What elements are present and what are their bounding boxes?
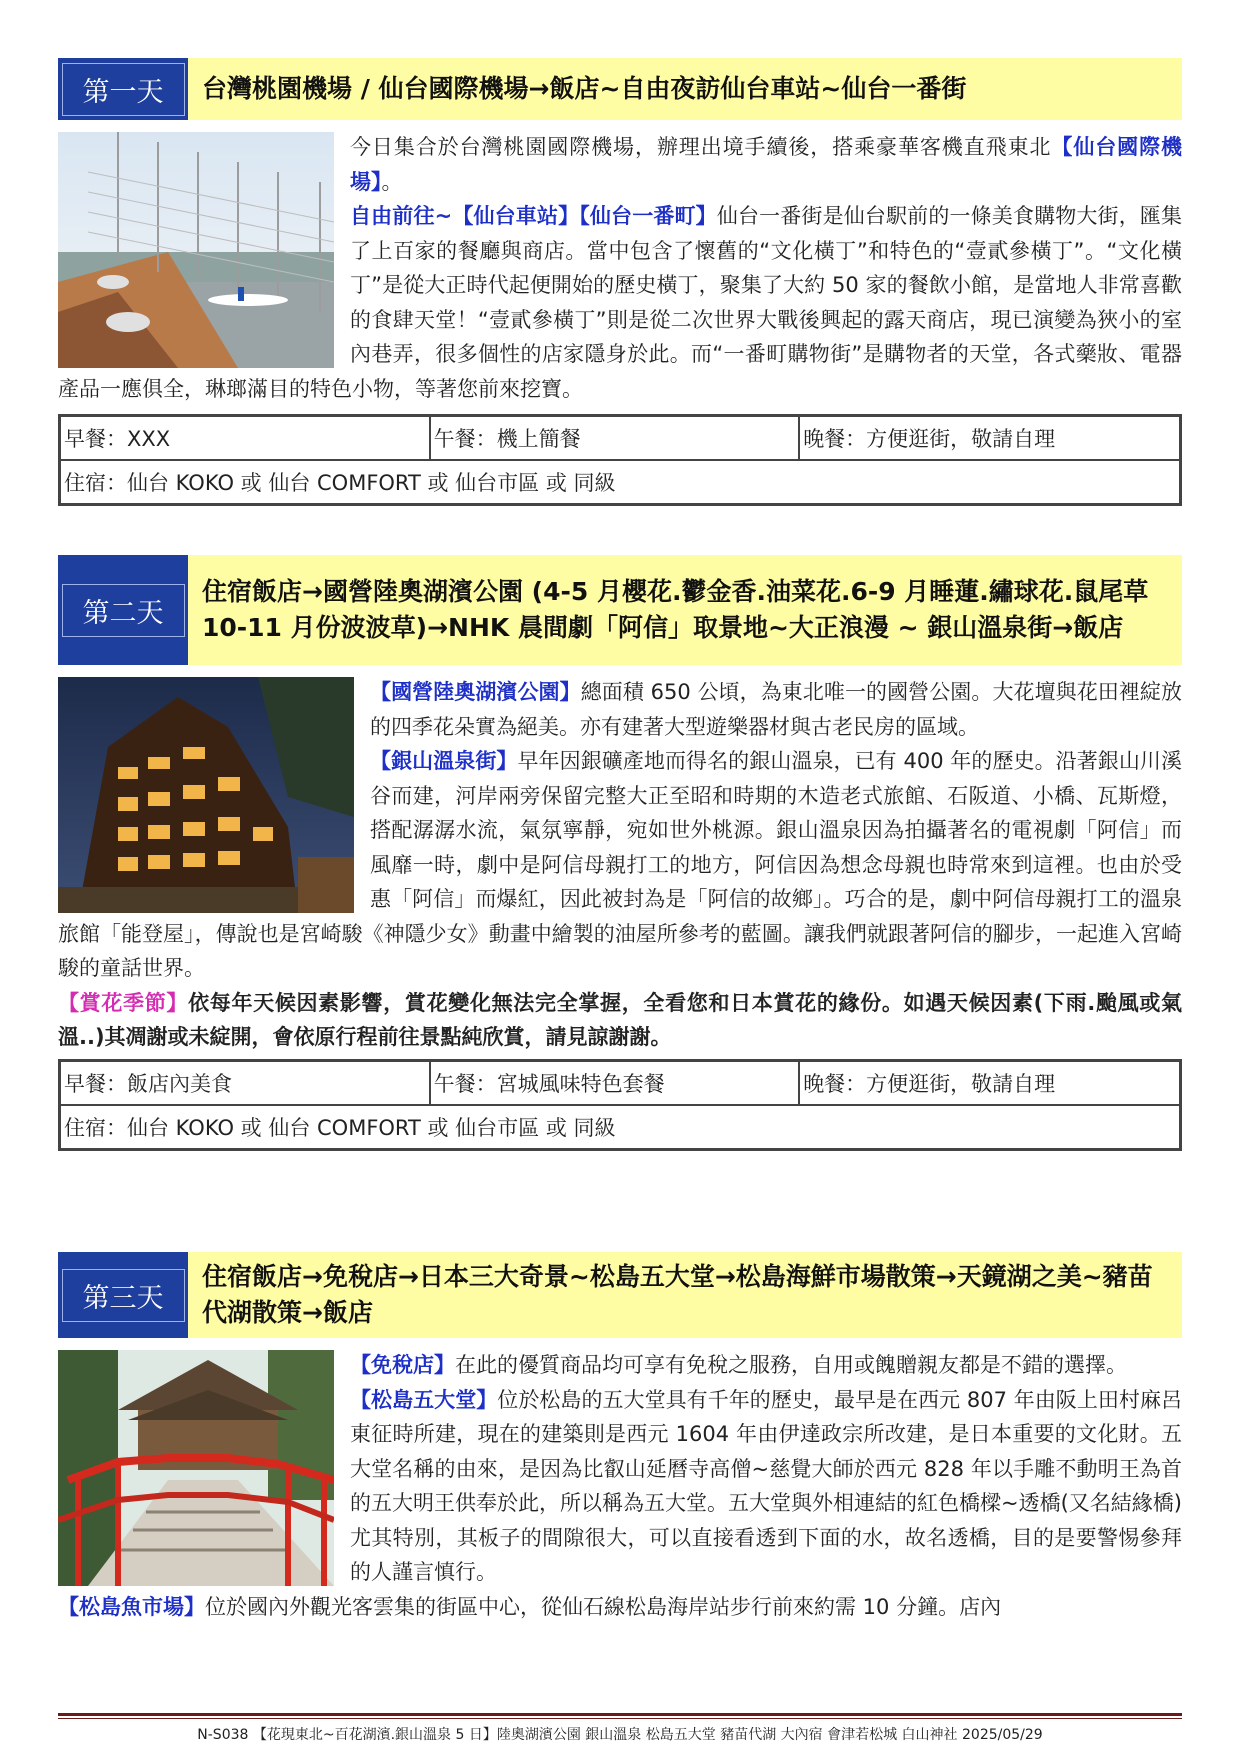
day3-label: 第三天 <box>58 1252 188 1338</box>
day1-paragraph-1: 今日集合於台灣桃園國際機場，辦理出境手續後，搭乘豪華客機直飛東北【仙台國際機場】。 <box>350 135 1183 194</box>
day1-meals-table <box>58 414 1182 506</box>
day3-title: 住宿飯店→免稅店→日本三大奇景~松島五大堂→松島海鮮市場散策→天鏡湖之美~豬苗代湖散策→飯店 <box>188 1252 1182 1338</box>
matsushima-godaido-photo <box>58 1350 334 1586</box>
day2-breakfast: 早餐：飯店內美食 <box>60 1061 430 1105</box>
day2-lunch: 午餐：宮城風味特色套餐 <box>430 1061 800 1105</box>
footer-divider <box>58 1713 1182 1716</box>
day1-header <box>58 58 1182 120</box>
day1-body <box>58 130 1182 406</box>
day2-section <box>58 555 1182 1151</box>
day2-meals-table <box>58 1059 1182 1151</box>
day1-section <box>58 58 1182 506</box>
day1-breakfast: 早餐：XXX <box>60 416 430 460</box>
day2-paragraph-1: 【國營陸奧湖濱公園】總面積 650 公頃，為東北唯一的國營公園。大花壇與花田裡綻放的四季花朵實為絕美。亦有建著大型遊樂器材與古老民房的區域。 <box>370 680 1183 739</box>
day1-lunch: 午餐：機上簡餐 <box>430 416 800 460</box>
airport-observation-deck-photo <box>58 132 334 368</box>
day2-hotel: 住宿：仙台 KOKO 或 仙台 COMFORT 或 仙台市區 或 同級 <box>60 1105 1180 1149</box>
day2-body <box>58 675 1182 1055</box>
page-footer: N-S038 【花現東北~百花湖濱.銀山溫泉 5 日】陸奧湖濱公園 銀山溫泉 松島五大堂 豬苗代湖 大內宿 會津若松城 白山神社 2025/05/29 <box>197 1727 1043 1743</box>
day1-hotel: 住宿：仙台 KOKO 或 仙台 COMFORT 或 仙台市區 或 同級 <box>60 460 1180 504</box>
day2-paragraph-2: 【銀山溫泉街】早年因銀礦產地而得名的銀山溫泉，已有 400 年的歷史。沿著銀山川溪谷而建，河岸兩旁保留完整大正至昭和時期的木造老式旅館、石阪道、小橋、瓦斯燈，搭配潺潺水流，氣氛寧靜，宛如世外桃源。銀山溫泉因為拍攝著名的電視劇「阿信」而風靡一時，劇中是阿信母親打工的地方，阿信因為想念母親也時常來到這裡。也由於受惠「阿信」而爆紅，因此被封為是「阿信的故鄉」。巧合的是，劇中阿信母親打工的溫泉旅館「能登屋」，傳說也是宮崎駿《神隱少女》動畫中繪製的油屋所參考的藍圖。讓我們就跟著阿信的腳步，一起進入宮崎駿的童話世界。 <box>58 749 1182 980</box>
day3-paragraph-1: 【免稅店】在此的優質商品均可享有免稅之服務，自用或餽贈親友都是不錯的選擇。 <box>350 1353 1127 1377</box>
footer-divider-thin <box>58 1718 1182 1719</box>
day1-title: 台灣桃園機場 / 仙台國際機場→飯店~自由夜訪仙台車站~仙台一番街 <box>188 58 1182 120</box>
day1-dinner: 晚餐：方便逛街，敬請自理 <box>799 416 1180 460</box>
day2-dinner: 晚餐：方便逛街，敬請自理 <box>799 1061 1180 1105</box>
day3-body <box>58 1348 1182 1624</box>
day2-paragraph-3: 【賞花季節】依每年天候因素影響，賞花變化無法完全掌握，全看您和日本賞花的緣份。如遇天候因素(下雨.颱風或氣溫..)其凋謝或未綻開，會依原行程前往景點純欣賞，請見諒謝謝。 <box>58 990 1182 1049</box>
ginzan-onsen-photo <box>58 677 354 913</box>
day3-section <box>58 1252 1182 1624</box>
day3-paragraph-3: 【松島魚市場】位於國內外觀光客雲集的街區中心，從仙石線松島海岸站步行前來約需 10 分鐘。店內 <box>58 1594 1002 1619</box>
day1-paragraph-2: 自由前往~【仙台車站】【仙台一番町】仙台一番街是仙台駅前的一條美食購物大街，匯集了上百家的餐廳與商店。當中包含了懷舊的“文化橫丁”和特色的“壹貳參橫丁”。“文化橫丁”是從大正時代起便開始的歷史橫丁，聚集了大約 50 家的餐飲小館，是當地人非常喜歡的食肆天堂！“壹貳參橫丁”則是從二次世界大戰後興起的露天商店，現已演變為狹小的室內巷弄，很多個性的店家隱身於此。而“一番町購物街”是購物者的天堂，各式藥妝、電器產品一應俱全，琳瑯滿目的特色小物，等著您前來挖寶。 <box>58 204 1182 401</box>
day3-paragraph-2: 【松島五大堂】位於松島的五大堂具有千年的歷史，最早是在西元 807 年由阪上田村麻呂東征時所建，現在的建築則是西元 1604 年由伊達政宗所改建，是日本重要的文化財。五大堂名稱的由來，是因為比叡山延曆寺高僧~慈覺大師於西元 828 年以手雕不動明王為首的五大明王供奉於此，所以稱為五大堂。五大堂與外相連結的紅色橋樑~透橋(又名結緣橋)尤其特別，其板子的間隙很大，可以直接看透到下面的水，故名透橋，目的是要警惕參拜的人謹言慎行。 <box>350 1387 1183 1584</box>
day2-label: 第二天 <box>58 555 188 665</box>
day3-header <box>58 1252 1182 1338</box>
day1-label: 第一天 <box>58 58 188 120</box>
day2-header <box>58 555 1182 665</box>
day2-title: 住宿飯店→國營陸奧湖濱公園 (4-5 月櫻花.鬱金香.油菜花.6-9 月睡蓮.繡球花.鼠尾草 10-11 月份波波草)→NHK 晨間劇「阿信」取景地~大正浪漫 ~ 銀山溫泉街→飯店 <box>188 555 1182 665</box>
